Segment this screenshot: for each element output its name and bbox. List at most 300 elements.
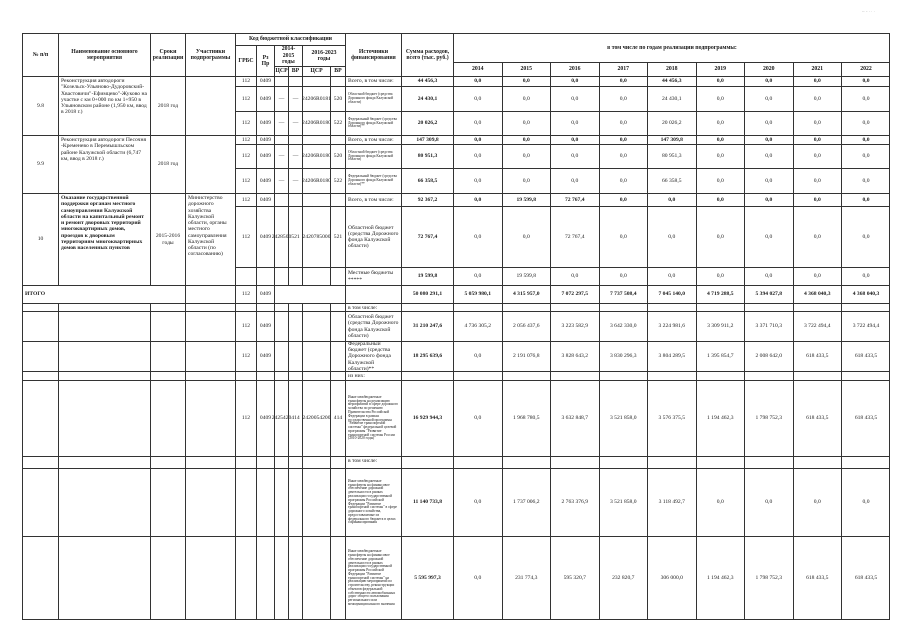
year-value-cell: 0,0 [744,111,793,135]
rzpr-cell [256,536,274,620]
rzpr-cell: 0409 [256,285,274,303]
total-year-value: 4 368 040,3 [841,285,890,303]
csr-cell [302,76,330,86]
vr-cell [288,536,302,620]
header-csr-1: ЦСР [274,66,288,76]
rzpr-cell: 0409 [256,311,274,341]
csr-cell: — [274,168,288,193]
year-value-cell: 3 224 981,6 [647,311,696,341]
year-value-cell: 0,0 [793,144,842,168]
year-value-cell: 0,0 [453,193,502,206]
header-rzpr: Рз Пр [256,45,274,76]
source-cell: Федеральный бюджет (средства Дорожного фонда Калужской области)** [345,168,401,193]
year-value-cell: 0,0 [453,341,502,371]
grbs-cell [235,536,256,620]
year-value-cell: 0,0 [502,76,551,86]
year-value-cell: 0,0 [841,168,890,193]
blank-cell [150,341,185,371]
source-cell: Иные межбюджетные трансферты на финансовое обеспечение дорожной деятельности в рамках реализации государственной программы Российской Федерации "Развитие транспортной системы" на реализацию мероприятий по строительству, реконструкции объектов федеральной собственности автомобильных дорог общего пользования регионального или межмуниципального значения [345,536,401,620]
sum-cell: 66 358,5 [401,168,453,193]
year-value-cell: 2 008 642,0 [744,341,793,371]
year-value-cell: 0,0 [599,168,648,193]
rzpr-cell: 0409 [256,380,274,456]
total-year-value: 5 394 027,8 [744,285,793,303]
rzpr-cell: 0409 [256,168,274,193]
csr-cell [274,76,288,86]
year-value-cell: 19 599,8 [502,267,551,285]
csr-cell [274,341,288,371]
year-value-cell: 0,0 [599,193,648,206]
header-year: 2014 [453,62,502,76]
rzpr-cell [256,468,274,536]
blank-cell [599,456,648,468]
header-name: Наименование основного мероприятия [58,33,150,76]
year-value-cell: 0,0 [793,193,842,206]
vr-cell [330,193,345,206]
header-participants: Участники подпрограммы [185,33,235,76]
header-year: 2016 [550,62,599,76]
source-cell: Областной бюджет (средства Дорожного фонда Калужской области) [345,86,401,111]
blank-cell [22,456,58,468]
header-source: Источники финансирования [345,33,401,76]
source-cell: Областной бюджет (средства Дорожного фонда Калужской области) [345,311,401,341]
vr-cell: 522 [330,111,345,135]
blank-cell [841,303,890,311]
row-name: Реконструкция автодороги Песочня -Кременево в Перемышльском районе Калужской области (6,747 км, ввод в 2018 г.) [58,135,150,193]
year-value-cell: 0,0 [599,267,648,285]
source-cell: Федеральный бюджет (средства Дорожного фонда Калужской области)** [345,111,401,135]
blank-cell [793,303,842,311]
row-number: 9.9 [22,135,58,193]
vr-cell: 520 [330,144,345,168]
year-value-cell: 231 774,3 [502,536,551,620]
year-value-cell: 0,0 [502,135,551,144]
blank-cell [235,371,256,380]
year-value-cell: 0,0 [599,135,648,144]
blank-cell [599,303,648,311]
blank-cell [696,371,745,380]
blank-cell [696,303,745,311]
year-value-cell: 0,0 [550,135,599,144]
year-value-cell: 3 521 858,0 [599,380,648,456]
year-value-cell: 618 433,5 [793,536,842,620]
rzpr-cell: 0409 [256,193,274,206]
year-value-cell: 72 767,4 [550,206,599,267]
year-value-cell: 0,0 [647,193,696,206]
vr-cell [288,267,302,285]
blank-cell [256,456,274,468]
blank-cell [274,303,288,311]
row-participant [185,76,235,135]
blank-cell [288,456,302,468]
vr-cell: — [288,144,302,168]
year-value-cell: 0,0 [599,76,648,86]
blank-cell [22,536,58,620]
grbs-cell [235,267,256,285]
blank-cell [22,468,58,536]
csr-cell [302,311,330,341]
grbs-cell: 112 [235,285,256,303]
year-value-cell: 0,0 [793,468,842,536]
rzpr-cell: 0409 [256,135,274,144]
vr-cell: — [288,111,302,135]
csr-cell: — [274,86,288,111]
csr-cell [302,135,330,144]
year-value-cell: 0,0 [453,468,502,536]
grbs-cell: 112 [235,168,256,193]
blank-cell [256,303,274,311]
source-note: в том числе: [345,456,401,468]
grbs-cell: 112 [235,86,256,111]
header-vr-1: ВР [288,66,302,76]
header-year: 2021 [793,62,842,76]
year-value-cell: 0,0 [550,76,599,86]
year-value-cell: 1 968 780,5 [502,380,551,456]
header-sum: Сумма расходов, всего (тыс. руб.) [401,33,453,76]
blank-cell [550,303,599,311]
blank-cell [235,456,256,468]
year-value-cell: 66 358,5 [647,168,696,193]
blank-cell [22,303,58,311]
blank-cell [550,371,599,380]
sum-cell: 19 599,8 [401,267,453,285]
csr-cell [274,536,288,620]
blank-cell [22,341,58,371]
year-value-cell: 0,0 [550,111,599,135]
header-num: № п/п [22,33,58,76]
blank-cell [58,456,150,468]
year-value-cell: 0,0 [696,135,745,144]
header-year: 2015 [502,62,551,76]
sum-cell: 20 026,2 [401,111,453,135]
year-value-cell: 0,0 [744,193,793,206]
year-value-cell: 618 433,5 [841,380,890,456]
source-cell: Всего, в том числе: [345,193,401,206]
sum-cell: 72 767,4 [401,206,453,267]
year-value-cell: 3 722 494,4 [841,311,890,341]
year-value-cell: 0,0 [599,144,648,168]
grbs-cell: 112 [235,311,256,341]
year-value-cell: 0,0 [744,206,793,267]
vr-cell: 414 [288,380,302,456]
year-value-cell: 232 820,7 [599,536,648,620]
vr-cell: 521 [330,206,345,267]
year-value-cell: 2 191 076,8 [502,341,551,371]
year-value-cell: 0,0 [841,468,890,536]
year-value-cell: 0,0 [793,206,842,267]
year-value-cell: 1 737 006,2 [502,468,551,536]
year-value-cell: 0,0 [696,168,745,193]
source-cell: Областной бюджет (средства Дорожного фонда Калужской области) [345,144,401,168]
header-budget-code: Код бюджетной классификации [235,33,345,45]
grbs-cell [235,468,256,536]
table-bottom-border [22,619,890,620]
csr-cell: — [274,111,288,135]
header-year: 2020 [744,62,793,76]
row-participant [185,135,235,193]
year-value-cell: 3 576 375,5 [647,380,696,456]
vr-cell [330,468,345,536]
blank-cell [502,456,551,468]
year-value-cell: 0,0 [502,111,551,135]
sum-cell: 16 929 944,3 [401,380,453,456]
year-value-cell: 0,0 [744,86,793,111]
blank-cell [401,456,453,468]
rzpr-cell: 0409 [256,206,274,267]
sum-cell: 44 456,3 [401,76,453,86]
vr-cell [288,135,302,144]
year-value-cell: 0,0 [453,206,502,267]
rzpr-cell: 0409 [256,144,274,168]
vr-cell [330,135,345,144]
blank-cell [150,536,185,620]
year-value-cell: 0,0 [502,206,551,267]
blank-cell [793,456,842,468]
total-year-value: 7 072 297,5 [550,285,599,303]
year-value-cell: 0,0 [502,144,551,168]
header-year: 2022 [841,62,890,76]
year-value-cell: 0,0 [453,536,502,620]
source-note: из них: [345,371,401,380]
vr-cell [288,311,302,341]
year-value-cell: 0,0 [453,86,502,111]
csr-cell: 2428500 [274,206,288,267]
year-value-cell: 0,0 [502,168,551,193]
vr-cell: 520 [330,86,345,111]
sum-cell: 80 951,3 [401,144,453,168]
csr-cell: 2420054200 [302,380,330,456]
blank-cell [647,303,696,311]
year-value-cell: 0,0 [453,380,502,456]
sum-cell: 18 295 639,6 [401,341,453,371]
csr-cell: 24206R0180 [302,111,330,135]
blank-cell [58,536,150,620]
sum-cell: 31 210 247,6 [401,311,453,341]
row-name: Реконструкция автодороги "Козельск-Ульяново-Дудоровский-Хвастовичи"-Ефимцево"-Жуково на участке с км 0+000 по км 1+950 в Ульяновском районе (1,950 км, ввод в 2018 г.) [58,76,150,135]
blank-cell [58,371,150,380]
blank-cell [330,456,345,468]
year-value-cell: 0,0 [841,86,890,111]
year-value-cell: 0,0 [841,76,890,86]
blank-cell [185,341,235,371]
vr-cell: 414 [330,380,345,456]
year-value-cell: 20 026,2 [647,111,696,135]
year-value-cell: 1 194 462,3 [696,536,745,620]
year-value-cell: 0,0 [696,267,745,285]
blank-cell [185,456,235,468]
year-value-cell: 3 521 858,0 [599,468,648,536]
grbs-cell: 112 [235,206,256,267]
blank-cell [185,468,235,536]
year-value-cell: 24 430,1 [647,86,696,111]
vr-cell: 522 [330,168,345,193]
year-value-cell: 0,0 [744,76,793,86]
vr-cell [288,76,302,86]
year-value-cell: 0,0 [647,267,696,285]
csr-cell [302,267,330,285]
header-year: 2017 [599,62,648,76]
year-value-cell: 1 798 752,3 [744,536,793,620]
blank-cell [256,371,274,380]
year-value-cell: 19 599,8 [502,193,551,206]
blank-cell [22,371,58,380]
vr-cell [330,267,345,285]
year-value-cell: 0,0 [841,206,890,267]
csr-cell [302,193,330,206]
blank-cell [185,536,235,620]
grbs-cell: 112 [235,193,256,206]
year-value-cell: 0,0 [793,76,842,86]
blank-cell [330,371,345,380]
year-value-cell: 44 456,3 [647,76,696,86]
blank-cell [453,456,502,468]
vr-cell: 521 [288,206,302,267]
rzpr-cell [256,267,274,285]
grbs-cell: 112 [235,111,256,135]
year-value-cell: 0,0 [599,111,648,135]
blank-cell [302,371,330,380]
blank-cell [550,456,599,468]
year-value-cell: 3 632 848,7 [550,380,599,456]
year-value-cell: 0,0 [841,135,890,144]
year-value-cell: 0,0 [696,86,745,111]
blank-cell [401,371,453,380]
year-value-cell: 0,0 [599,86,648,111]
vr-cell [288,468,302,536]
year-value-cell: 3 828 643,2 [550,341,599,371]
year-value-cell: 0,0 [647,206,696,267]
blank-cell [744,456,793,468]
year-value-cell: 0,0 [696,111,745,135]
year-value-cell: 0,0 [744,144,793,168]
year-value-cell: 0,0 [744,468,793,536]
year-value-cell: 72 767,4 [550,193,599,206]
year-value-cell: 80 951,3 [647,144,696,168]
table-right-border [889,33,890,620]
header-by-year: в том числе по годам реализации подпрограммы: [453,33,890,62]
year-value-cell: 147 309,8 [647,135,696,144]
blank-cell [647,371,696,380]
year-value-cell: 0,0 [453,144,502,168]
grbs-cell: 112 [235,76,256,86]
year-value-cell: 0,0 [550,168,599,193]
year-value-cell: 3 830 296,3 [599,341,648,371]
vr-cell [330,341,345,371]
year-value-cell: 618 433,5 [793,341,842,371]
blank-cell [288,303,302,311]
grbs-cell: 112 [235,135,256,144]
csr-cell: 24206R0180 [302,144,330,168]
grbs-cell: 112 [235,380,256,456]
csr-cell: — [274,144,288,168]
scan-mark: ~ - ·· · [861,10,875,15]
blank-cell [150,371,185,380]
header-period-2016-2023: 2016-2023 годы [302,45,345,66]
blank-cell [185,380,235,456]
grbs-cell: 112 [235,341,256,371]
year-value-cell: 0,0 [841,111,890,135]
vr-cell: — [288,168,302,193]
blank-cell [302,456,330,468]
year-value-cell: 0,0 [550,86,599,111]
vr-cell: — [288,86,302,111]
header-period-2014-2015: 2014-2015 годы [274,45,302,66]
year-value-cell: 0,0 [793,168,842,193]
blank-cell [793,371,842,380]
year-value-cell: 2 056 437,6 [502,311,551,341]
source-cell: Всего, в том числе: [345,135,401,144]
row-term: 2015-2016 годы [150,193,185,285]
year-value-cell: 0,0 [793,135,842,144]
total-year-value: 7 737 508,4 [599,285,648,303]
source-cell: Иные межбюджетные трансферты на финансовое обеспечение дорожной деятельности в рамках реализации государственной программы Российской Федерации "Развитие транспортной системы" в сфере дорожного хозяйства, предоставляемые из федерального бюджета в целях софинансирования [345,468,401,536]
year-value-cell: 0,0 [841,267,890,285]
year-value-cell: 0,0 [550,267,599,285]
year-value-cell: 618 433,5 [793,380,842,456]
csr-cell [302,536,330,620]
csr-cell [274,311,288,341]
total-year-value: 7 045 140,0 [647,285,696,303]
blank-cell [401,303,453,311]
csr-cell: 2425420 [274,380,288,456]
source-cell: Местные бюджеты ***** [345,267,401,285]
csr-cell [274,193,288,206]
blank-cell [22,311,58,341]
year-value-cell: 0,0 [453,267,502,285]
year-value-cell: 0,0 [793,86,842,111]
csr-cell: 2420785000 [302,206,330,267]
csr-cell [302,341,330,371]
vr-cell [330,311,345,341]
blank-cell [150,311,185,341]
blank-cell [502,303,551,311]
vr-cell [288,193,302,206]
row-number: 9.8 [22,76,58,135]
year-value-cell: 1 798 752,3 [744,380,793,456]
blank-cell [696,456,745,468]
year-value-cell: 3 371 710,3 [744,311,793,341]
blank-cell [647,456,696,468]
blank-cell [453,371,502,380]
header-terms: Сроки реализации [150,33,185,76]
year-value-cell: 0,0 [696,468,745,536]
csr-cell [274,468,288,536]
total-year-value: 4 368 040,3 [793,285,842,303]
source-cell: Иные межбюджетные трансферты на реализацию мероприятий в сфере дорожного хозяйства по решению Правительства Российской Федерации в рамках государственной программы "Развитие транспортной системы" федеральной целевой программы "Развитие транспортной системы России (2010-2020 годы)" [345,380,401,456]
blank-cell [22,380,58,456]
csr-cell: 24206R0180 [302,168,330,193]
blank-cell [235,303,256,311]
blank-cell [302,303,330,311]
year-value-cell: 618 433,5 [841,536,890,620]
blank-cell [150,380,185,456]
year-value-cell: 3 223 582,9 [550,311,599,341]
year-value-cell: 3 642 330,0 [599,311,648,341]
year-value-cell: 0,0 [696,206,745,267]
blank-cell [185,371,235,380]
blank-cell [744,371,793,380]
year-value-cell: 1 395 854,7 [696,341,745,371]
row-name: Оказание государственной поддержки органам местного самоуправления Калужской области на капитальный ремонт и ремонт дворовых территорий многоквартирных домов, проездов к дворовым территориям многоквартирных домов населенных пунктов [58,193,150,285]
total-year-value: 4 719 288,5 [696,285,745,303]
blank-cell [185,303,235,311]
year-value-cell: 0,0 [744,135,793,144]
source-cell: Федеральный бюджет (средства Дорожного фонда Калужской области)** [345,341,401,371]
row-number: 10 [22,193,58,285]
year-value-cell: 0,0 [550,144,599,168]
year-value-cell: 3 804 289,5 [647,341,696,371]
year-value-cell: 0,0 [599,206,648,267]
